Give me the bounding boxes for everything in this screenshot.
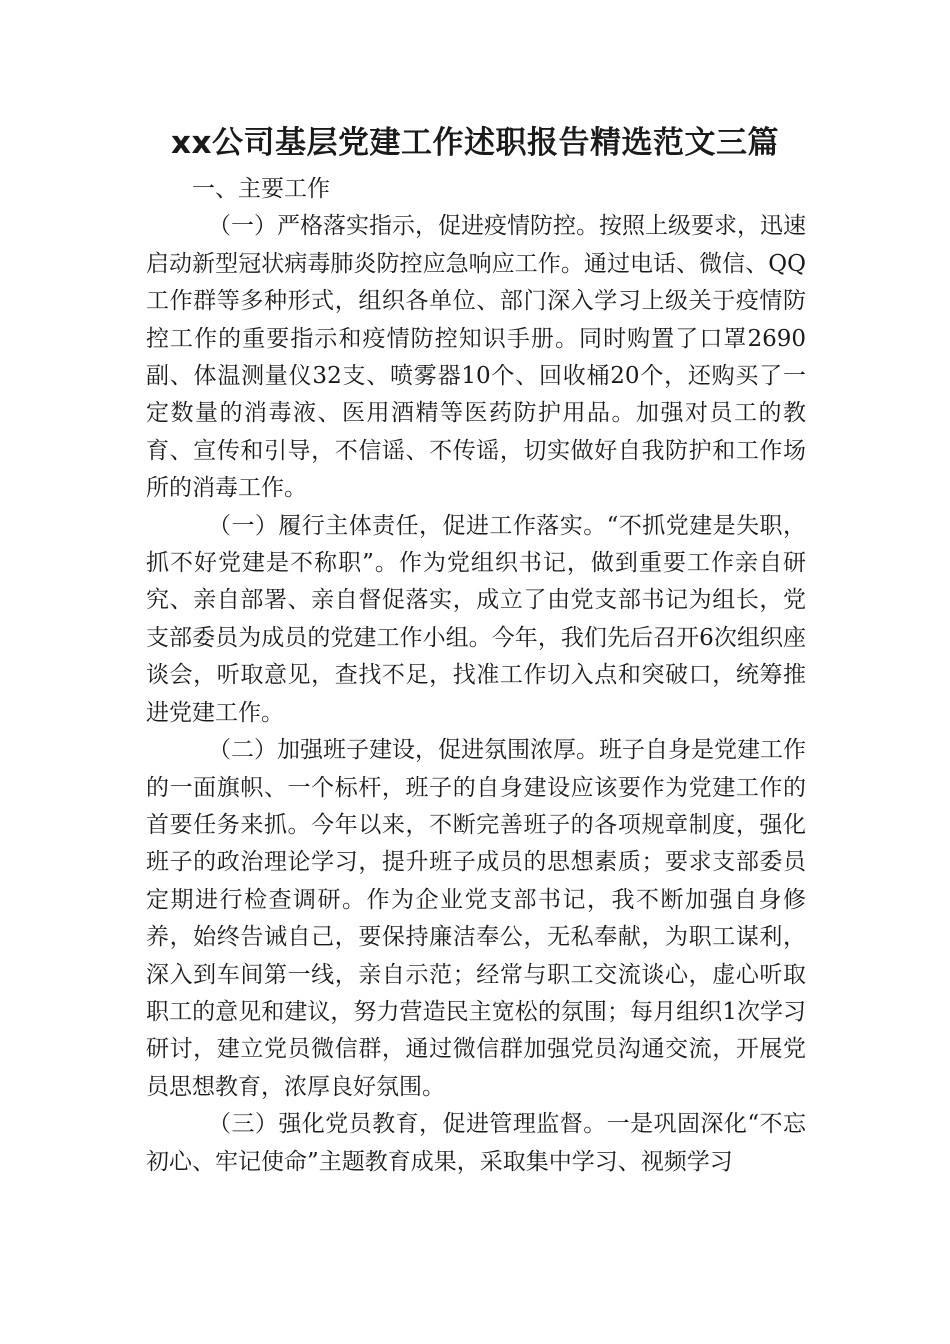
paragraph-epidemic-prevention: （一）严格落实指示，促进疫情防控。按照上级要求，迅速启动新型冠状病毒肺炎防控应急响应工作。通过电话、微信、QQ工作群等多种形式，组织各单位、部门深入学习上级关于疫情防控工作的重要指示和疫情防控知识手册。同时购置了口罩2690副、体温测量仪32支、喷雾器10个、回收桶20个，还购买了一定数量的消毒液、医用酒精等医药防护用品。加强对员工的教育、宣传和引导，不信谣、不传谣，切实做好自我防护和工作场所的消毒工作。 (146, 213, 806, 502)
document-title: xx公司基层党建工作述职报告精选范文三篇 (171, 125, 779, 161)
paragraph-team-building: （二）加强班子建设，促进氛围浓厚。班子自身是党建工作的一面旗帜、一个标杆，班子的自身建设应该要作为党建工作的首要任务来抓。今年以来，不断完善班子的各项规章制度，强化班子的政治理论学习，提升班子成员的思想素质；要求支部委员定期进行检查调研。作为企业党支部书记，我不断加强自身修养，始终告诫自己，要保持廉洁奉公，无私奉献，为职工谋利，深入到车间第一线，亲自示范；经常与职工交流谈心，虚心听取职工的意见和建议，努力营造民主宽松的氛围；每月组织1次学习研讨，建立党员微信群，通过微信群加强党员沟通交流，开展党员思想教育，浓厚良好氛围。 (146, 737, 806, 1100)
paragraph-member-education: （三）强化党员教育，促进管理监督。一是巩固深化“不忘初心、牢记使命”主题教育成果，采取集中学习、视频学习 (146, 1111, 806, 1175)
document-body (146, 171, 806, 1181)
section-heading: 一、主要工作 (192, 176, 330, 202)
paragraph-main-responsibility: （一）履行主体责任，促进工作落实。“不抓党建是失职，抓不好党建是不称职”。作为党组织书记，做到重要工作亲自研究、亲自部署、亲自督促落实，成立了由党支部书记为组长，党支部委员为成员的党建工作小组。今年，我们先后召开6次组织座谈会，听取意见，查找不足，找准工作切入点和突破口，统筹推进党建工作。 (146, 512, 806, 726)
